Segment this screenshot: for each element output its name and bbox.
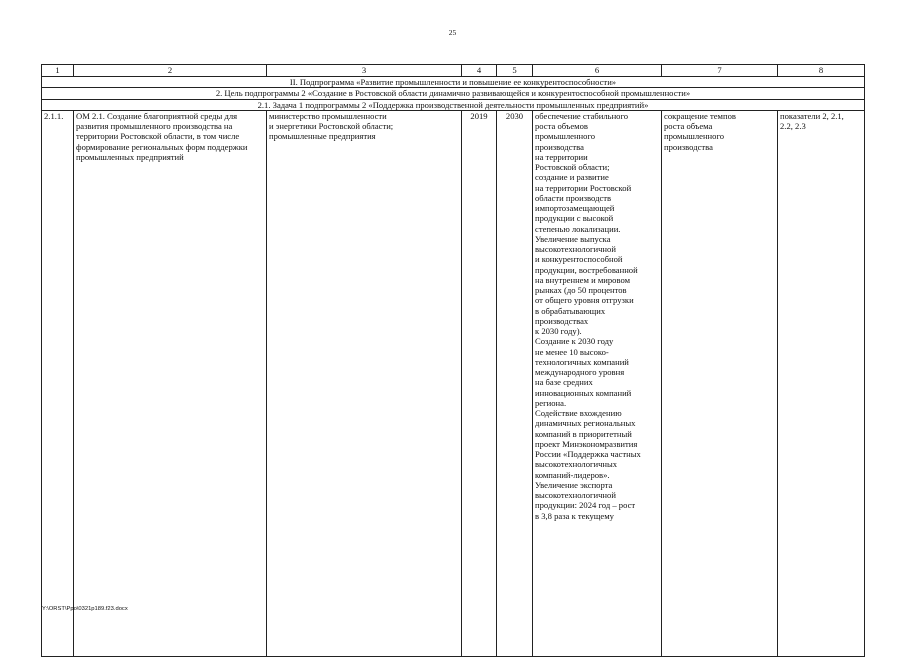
indicators-text: показатели 2, 2.1, 2.2, 2.3	[780, 110, 844, 131]
section-row	[42, 77, 865, 88]
file-path-footer: Y:\ORST\Ppo\0321p189.f23.docx	[42, 606, 128, 612]
header-cell: 8	[778, 65, 865, 77]
executor-text: министерство промышленности и энергетики Ростовской области; промышленные предприятия	[269, 110, 394, 142]
header-cell: 6	[533, 65, 662, 77]
start-year: 2019	[462, 110, 497, 656]
header-cell: 2	[74, 65, 267, 77]
table-row	[42, 110, 865, 656]
consequence-text: сокращение темпов роста объема промышленного производства	[664, 110, 736, 152]
end-year: 2030	[497, 110, 533, 656]
executor-cell	[267, 110, 462, 656]
expected-result-text: обеспечение стабильного роста объемов промышленного производства на территории Ростовской области; создание и развитие на территории Ростовской области производств импортозамещающей продукции с высокой степенью локализации. Увеличение выпуска высокотехнологичной и конкурентоспособной продукции, востребованной на внутреннем и мировом рынках (до 50 процентов от общего уровня отгрузки в обрабатывающих производствах к 2030 году). Создание к 2030 году не менее 10 высоко- технологичных компаний международного уровня на базе средних инновационных компаний региона. Содействие вхождению динамичных региональных компаний в приоритетный проект Минэкономразвития России «Поддержка частных высокотехнологичных компаний-лидеров». Увеличение экспорта высокотехнологичной продукции: 2024 год – рост в 3,8 раза к текущему	[535, 110, 641, 521]
task-title: 2.1. Задача 1 подпрограммы 2 «Поддержка производственной деятельности промышленных предприятий»	[42, 99, 865, 110]
header-cell: 4	[462, 65, 497, 77]
header-cell: 1	[42, 65, 74, 77]
header-cell: 5	[497, 65, 533, 77]
page-number: 25	[448, 28, 457, 37]
section-row	[42, 99, 865, 110]
subprogram-title: II. Подпрограмма «Развитие промышленности и повышение ее конкурентоспособности»	[42, 77, 865, 88]
header-row	[42, 65, 865, 77]
consequence-cell	[662, 110, 778, 656]
goal-title: 2. Цель подпрограммы 2 «Создание в Ростовской области динамично развивающейся и конкурентоспособной промышленности»	[42, 88, 865, 99]
activity-name: ОМ 2.1. Создание благоприятной среды для развития промышленного производства на территории Ростовской области, в том числе формирование региональных форм поддержки промышленных предприятий	[74, 110, 267, 656]
header-cell: 3	[267, 65, 462, 77]
result-cell	[533, 110, 662, 656]
indicators-cell	[778, 110, 865, 656]
program-table	[41, 64, 865, 657]
header-cell: 7	[662, 65, 778, 77]
row-number: 2.1.1.	[42, 110, 74, 656]
section-row	[42, 88, 865, 99]
